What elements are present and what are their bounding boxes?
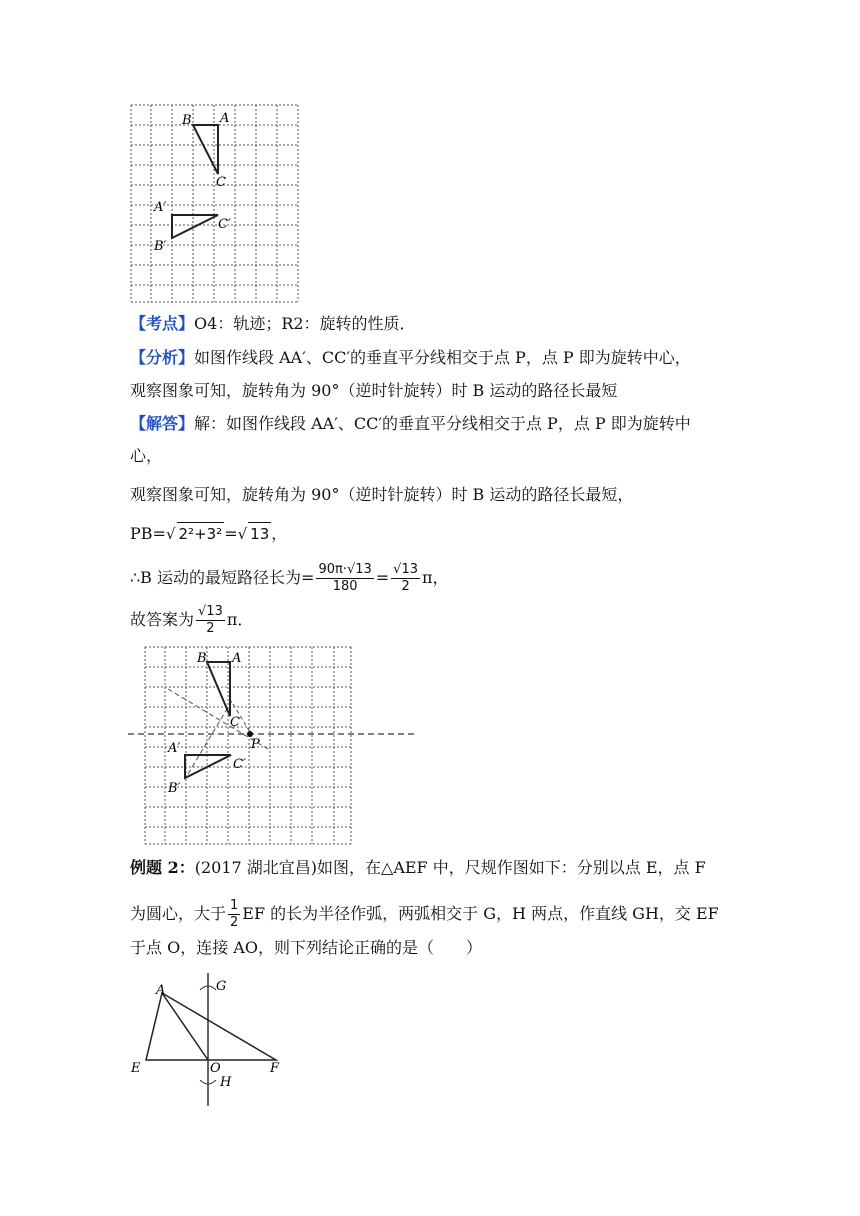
kaodian-text: O4：轨迹；R2：旋转的性质． [194, 314, 416, 333]
pb-prefix: PB= [130, 524, 166, 543]
example2-text-2a: 为圆心，大于 [130, 904, 227, 923]
segment-ao [162, 993, 208, 1060]
bisector-cc [188, 699, 233, 774]
label-A-2: A [232, 651, 242, 666]
example2-line-1 [130, 857, 706, 879]
label-A-prime-2: A′ [168, 741, 181, 756]
fenxi-line-1 [130, 347, 691, 369]
pb-formula: PB=√ 2²+3² =√ 13 ， [130, 524, 288, 543]
fraction-1-den: 180 [332, 579, 358, 594]
pb-result: 13 [248, 522, 271, 545]
answer-suffix: π． [226, 610, 254, 629]
figure-rotation-grid [130, 104, 300, 304]
label-P: P [251, 737, 260, 752]
shortest-path-formula [130, 562, 449, 595]
answer-line [130, 604, 253, 637]
fraction-1 [316, 562, 373, 595]
label-C-2: C [230, 715, 240, 730]
triangle-abc-2 [207, 662, 230, 716]
label-B: B [182, 113, 192, 128]
label-B-prime: B′ [154, 239, 167, 254]
label-A-prime: A′ [154, 200, 167, 215]
triangle-a1b1c1 [172, 215, 218, 238]
fraction-2 [391, 562, 420, 595]
label-H: H [220, 1075, 232, 1090]
example2-line-2 [130, 898, 719, 931]
label-C-prime-2: C′ [233, 757, 246, 772]
example2-text-2b: EF 的长为半径作弧，两弧相交于 G，H 两点，作直线 GH，交 EF [242, 904, 719, 923]
label-C: C [216, 175, 226, 190]
kaodian-tag: 【考点】 [130, 314, 195, 333]
label-B-prime-2: B′ [168, 781, 181, 796]
label-A-3: A [156, 983, 166, 998]
pb-eq: = [224, 524, 238, 543]
fraction-2-num: √13 [393, 562, 418, 577]
label-E: E [131, 1061, 141, 1076]
triangle-aef [146, 993, 276, 1060]
jieda-line-2: 心， [130, 446, 163, 465]
figure-rotation-center [128, 644, 420, 846]
example2-text-1: (2017 湖北宜昌)如图，在△AEF 中，尺规作图如下：分别以点 E，点 F [194, 858, 706, 877]
label-B-2: B [197, 651, 207, 666]
eq-sign: = [375, 568, 390, 587]
fenxi-tag: 【分析】 [130, 348, 195, 367]
answer-fraction [196, 604, 225, 637]
pb-radicand: 2²+3² [177, 522, 225, 545]
kaodian-line [130, 313, 416, 335]
fraction-2-den: 2 [401, 579, 410, 594]
label-G: G [216, 979, 227, 994]
fenxi-text-1: 如图作线段 AA′、CC′的垂直平分线相交于点 P，点 P 即为旋转中心， [194, 348, 691, 367]
jieda-line-3: 观察图象可知，旋转角为 90°（逆时针旋转）时 B 运动的路径长最短， [130, 485, 634, 504]
label-F: F [270, 1061, 280, 1076]
answer-den: 2 [206, 621, 215, 636]
jieda-tag: 【解答】 [130, 414, 195, 433]
half-den: 2 [230, 915, 239, 930]
jieda-line-1 [130, 413, 691, 435]
label-C-prime: C′ [218, 217, 231, 232]
half-fraction [228, 898, 240, 931]
shortest-prefix: ∴B 运动的最短路径长为= [130, 568, 315, 587]
example2-title: 例题 2： [130, 858, 195, 877]
pi-suffix: π， [422, 568, 449, 587]
half-num: 1 [230, 898, 239, 913]
answer-num: √13 [198, 604, 223, 619]
figure-triangle-aef [128, 968, 298, 1110]
fenxi-line-2: 观察图象可知，旋转角为 90°（逆时针旋转）时 B 运动的路径长最短 [130, 381, 618, 400]
jieda-text-1: 解：如图作线段 AA′、CC′的垂直平分线相交于点 P，点 P 即为旋转中 [194, 414, 691, 433]
label-A: A [220, 111, 230, 126]
triangle-a1b1c1-2 [185, 755, 231, 778]
label-O: O [210, 1061, 221, 1076]
fraction-1-num: 90π·√13 [318, 562, 372, 577]
pb-suffix: ， [271, 524, 288, 543]
answer-prefix: 故答案为 [130, 610, 195, 629]
example2-line-3: 于点 O，连接 AO，则下列结论正确的是（ ） [130, 938, 482, 957]
